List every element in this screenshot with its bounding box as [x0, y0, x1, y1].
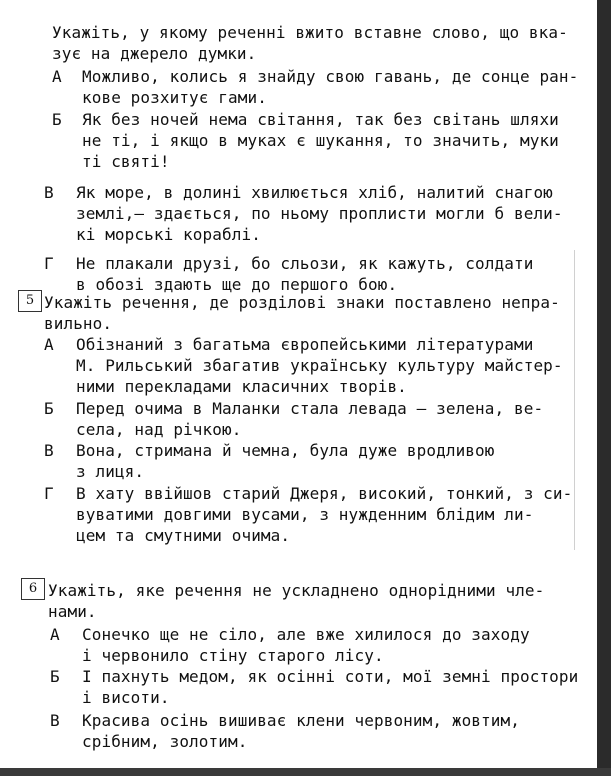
q4-stem-line-1: Укажіть, у якому реченні вжито вставне слово, що вка- [52, 23, 568, 42]
q5-option-v-letter: В [44, 441, 54, 460]
q5-option-g-line-1: В хату ввійшов старий Джеря, високий, тонкий, з си- [76, 484, 573, 503]
q6-option-a-line-2: і червонило стіну старого лісу. [82, 646, 384, 665]
q6-option-v-line-2: срібним, золотим. [82, 732, 248, 751]
q5-option-b-letter: Б [44, 399, 54, 418]
q5-option-b-line-1: Перед очима в Маланки стала левада — зелена, ве- [76, 399, 544, 418]
question-6-number-box: 6 [21, 578, 45, 600]
q6-option-b-letter: Б [50, 667, 60, 686]
q4-option-b-line-3: ті святі! [82, 152, 170, 171]
q6-option-v-letter: В [50, 711, 60, 730]
q5-option-a-line-3: ними перекладами класичних творів. [76, 377, 407, 396]
q5-option-a-letter: А [44, 335, 54, 354]
q4-option-b-letter: Б [52, 110, 62, 129]
q4-option-b-line-1: Як без ночей нема світання, так без світань шляхи [82, 110, 559, 129]
bottom-edge-shadow [0, 768, 611, 776]
q6-stem-line-1: Укажіть, яке речення не ускладнено однорідними чле- [48, 581, 545, 600]
right-edge-shadow [597, 0, 611, 776]
q4-option-a-line-1: Можливо, колись я знайду свою гавань, де сонце ран- [82, 67, 579, 86]
q4-option-a-line-2: кове розхитує гами. [82, 88, 267, 107]
q5-option-g-letter: Г [44, 484, 54, 503]
q4-option-v-line-1: Як море, в долині хвилюється хліб, налитий снагою [76, 183, 553, 202]
q5-option-g-line-3: цем та смутними очима. [76, 526, 291, 545]
q5-option-v-line-1: Вона, стримана й чемна, була дуже вродливою [76, 441, 495, 460]
page-fold-line [574, 250, 575, 550]
q6-stem-line-2: нами. [48, 602, 97, 621]
q4-option-v-line-3: кі морські кораблі. [76, 225, 261, 244]
q5-option-a-line-1: Обізнаний з багатьма європейськими літературами [76, 335, 534, 354]
q6-option-a-letter: А [50, 625, 60, 644]
q5-stem-line-1: Укажіть речення, де розділові знаки поставлено непра- [44, 293, 560, 312]
q4-option-g-line-2: в обозі здають ще до першого бою. [76, 275, 398, 294]
q6-option-a-line-1: Сонечко ще не сіло, але вже хилилося до заходу [82, 625, 530, 644]
q6-option-v-line-1: Красива осінь вишиває клени червоним, жовтим, [82, 711, 520, 730]
q5-option-b-line-2: села, над річкою. [76, 420, 242, 439]
q5-stem-line-2: вильно. [44, 314, 113, 333]
question-5-number-box: 5 [18, 290, 42, 312]
q4-option-v-letter: В [44, 183, 54, 202]
q4-option-a-letter: А [52, 67, 62, 86]
q4-option-g-line-1: Не плакали друзі, бо сльози, як кажуть, солдати [76, 254, 534, 273]
q4-option-g-letter: Г [44, 254, 54, 273]
q5-option-v-line-2: з лиця. [76, 462, 145, 481]
q4-stem-line-2: зує на джерело думки. [52, 44, 257, 63]
q4-option-b-line-2: не ті, і якщо в муках є шукання, то значить, муки [82, 131, 559, 150]
q5-option-g-line-2: вуватими довгими вусами, з нужденним блідим ли- [76, 505, 534, 524]
q6-option-b-line-2: і висоти. [82, 688, 170, 707]
q6-option-b-line-1: І пахнуть медом, як осінні соти, мої земні простори [82, 667, 579, 686]
q4-option-v-line-2: землі,— здається, по ньому проплисти могли б вели- [76, 204, 563, 223]
q5-option-a-line-2: М. Рильський збагатив українську культуру майстер- [76, 356, 563, 375]
